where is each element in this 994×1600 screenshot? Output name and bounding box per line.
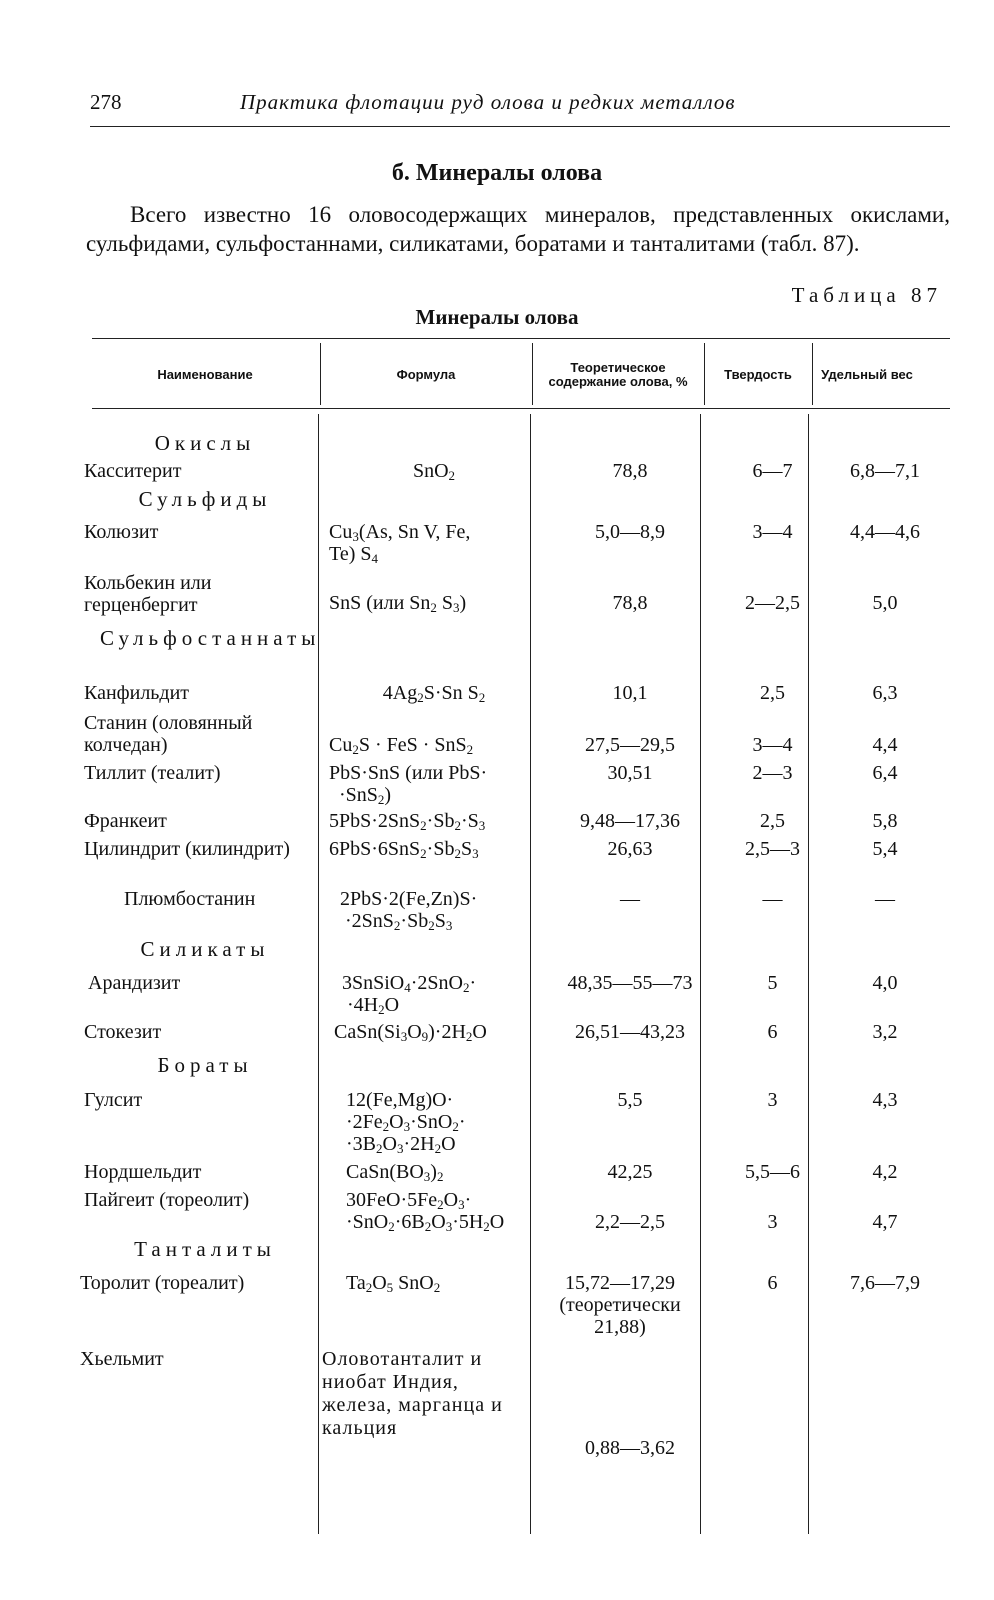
- table-title: Минералы олова: [415, 305, 579, 329]
- density: 4,3: [872, 1089, 898, 1111]
- running-title: Практика флотации руд олова и редких металлов: [240, 90, 736, 114]
- hardness: 2,5: [760, 682, 785, 704]
- density: 6,4: [872, 762, 898, 784]
- hardness: 6: [767, 1021, 778, 1043]
- density: 4,0: [872, 972, 898, 994]
- hardness: 2—3: [752, 762, 793, 784]
- tin-content: 30,51: [607, 762, 653, 784]
- header-rule: [90, 126, 950, 127]
- tin-content: 78,8: [612, 460, 648, 482]
- tin-content: 15,72—17,29 (теоретически 21,88): [559, 1272, 681, 1338]
- mineral-name: Канфильдит: [84, 682, 190, 704]
- density: —: [875, 888, 895, 910]
- col-header-hardness: Твердость: [724, 367, 792, 382]
- hardness: 2,5: [760, 810, 785, 832]
- table-top-rule: [92, 338, 950, 339]
- col-header-formula: Формула: [396, 367, 456, 382]
- mineral-formula: Оловотанталит и ниобат Индия, железа, марганца и кальция: [322, 1348, 503, 1439]
- tin-content: 5,0—8,9: [595, 521, 665, 543]
- hardness: 3: [767, 1211, 778, 1233]
- mineral-formula: 12(Fe,Mg)O· $\cdot 2Fe_2O_3\cdot SnO_2\cdot$ $\cdot 3B_2O_3\cdot 2H_2O$: [346, 1089, 466, 1156]
- density: 5,8: [872, 810, 898, 832]
- density: 6,8—7,1: [850, 460, 920, 482]
- hardness: —: [762, 888, 783, 910]
- mineral-name: Франкеит: [84, 810, 167, 832]
- col-header-name: Наименование: [157, 367, 253, 382]
- mineral-formula: $CaSn(BO_3)_2$: [346, 1161, 444, 1184]
- tin-content: 0,88—3,62: [585, 1437, 675, 1459]
- tin-content: 42,25: [607, 1161, 653, 1183]
- mineral-name: Пайгеит (тореолит): [84, 1189, 250, 1211]
- header-divider: [704, 343, 705, 405]
- tin-content: 2,2—2,5: [595, 1211, 665, 1233]
- header-divider: [812, 343, 813, 405]
- mineral-name: Арандизит: [88, 972, 181, 994]
- mineral-formula: PbS·SnS (или PbS· ·SnS$_2$): [329, 762, 488, 807]
- group-heading: Окислы: [154, 431, 256, 455]
- mineral-name: Колюзит: [84, 521, 159, 543]
- tin-content: 10,1: [612, 682, 648, 704]
- tin-content: 26,63: [607, 838, 653, 860]
- col-header-density: Удельный вес: [821, 367, 913, 382]
- density: 7,6—7,9: [850, 1272, 920, 1294]
- group-heading: Бораты: [157, 1053, 253, 1077]
- table-header-rule: [92, 408, 950, 409]
- mineral-name: Цилиндрит (килиндрит): [84, 838, 290, 860]
- mineral-formula: $Cu_2S$ · FeS · SnS$_2$: [329, 734, 474, 757]
- mineral-name: Кольбекин или герценбергит: [84, 572, 212, 616]
- mineral-formula: $30FeO\cdot 5Fe_2O_3\cdot$ $\cdot SnO_2\cdot 6B_2O_3\cdot 5H_2O$: [346, 1189, 505, 1234]
- mineral-formula: $4Ag_2S\cdot Sn$ $S_2$: [382, 682, 486, 705]
- group-heading: Сульфостаннаты: [100, 626, 321, 650]
- table-label: Таблица 87: [791, 283, 942, 307]
- mineral-formula: 3SnSiO$_4$·2SnO$_2$· $\cdot 4H_2O$: [342, 972, 477, 1017]
- tin-content: 48,35—55—73: [567, 972, 693, 994]
- header-divider: [320, 343, 321, 405]
- mineral-name: Хьельмит: [80, 1348, 164, 1370]
- mineral-formula: SnO$_2$: [412, 460, 456, 483]
- hardness: 5: [767, 972, 778, 994]
- tin-content: 5,5: [617, 1089, 643, 1111]
- hardness: 2,5—3: [745, 838, 800, 860]
- group-heading: Силикаты: [140, 937, 270, 961]
- section-title: б. Минералы олова: [391, 160, 603, 186]
- mineral-formula: $6PbS\cdot 6SnS_2\cdot Sb_2S_3$: [329, 838, 479, 861]
- density: 4,4—4,6: [850, 521, 920, 543]
- density: 4,2: [872, 1161, 898, 1183]
- mineral-name: Касситерит: [84, 460, 182, 482]
- mineral-formula: 2PbS·2(Fe,Zn)S· $\cdot 2SnS_2\cdot Sb_2S_3$: [340, 888, 478, 933]
- density: 4,4: [872, 734, 898, 756]
- mineral-name: Нордшельдит: [84, 1161, 202, 1183]
- mineral-name: Плюмбостанин: [124, 888, 256, 910]
- density: 4,7: [872, 1211, 898, 1233]
- group-heading: Сульфиды: [138, 487, 272, 511]
- mineral-formula: $CaSn(Si_3O_9)\cdot 2H_2O$: [334, 1021, 487, 1044]
- density: 6,3: [872, 682, 898, 704]
- mineral-formula: $Cu_3(As$, Sn V, Fe, Te) $S_4$: [329, 521, 471, 566]
- mineral-name: Станин (оловянный колчедан): [84, 712, 253, 756]
- hardness: 3—4: [752, 521, 793, 543]
- mineral-formula: $Ta_2O_5$ SnO$_2$: [346, 1272, 441, 1295]
- hardness: 3—4: [752, 734, 793, 756]
- col-header-content: Теоретическое содержание олова, %: [548, 360, 688, 389]
- tin-content: —: [620, 888, 640, 910]
- tin-content: 27,5—29,5: [585, 734, 675, 756]
- mineral-name: Торолит (тореалит): [80, 1272, 245, 1294]
- group-heading: Танталиты: [134, 1237, 276, 1261]
- tin-content: 26,51—43,23: [575, 1021, 685, 1043]
- hardness: 3: [767, 1089, 778, 1111]
- running-head: [90, 90, 950, 120]
- hardness: 6: [767, 1272, 778, 1294]
- page-number: 278: [90, 90, 122, 114]
- density: 3,2: [872, 1021, 898, 1043]
- hardness: 2—2,5: [745, 592, 800, 614]
- mineral-formula: SnS (или $Sn_2$ $S_3$): [329, 592, 467, 615]
- mineral-formula: $5PbS\cdot 2SnS_2\cdot Sb_2\cdot S_3$: [329, 810, 486, 833]
- mineral-name: Гулсит: [84, 1089, 143, 1111]
- density: 5,0: [872, 592, 898, 614]
- header-divider: [532, 343, 533, 405]
- hardness: 6—7: [752, 460, 793, 482]
- tin-content: 9,48—17,36: [580, 810, 680, 832]
- hardness: 5,5—6: [745, 1161, 800, 1183]
- mineral-name: Тиллит (теалит): [84, 762, 221, 784]
- tin-content: 78,8: [612, 592, 648, 614]
- density: 5,4: [872, 838, 898, 860]
- mineral-name: Стокезит: [84, 1021, 162, 1043]
- intro-paragraph: Всего известно 16 оловосодержащих минералов, представленных окислами, сульфидами, сульфостаннами, силикатами, боратами и танталитами (табл. 87).: [86, 202, 950, 256]
